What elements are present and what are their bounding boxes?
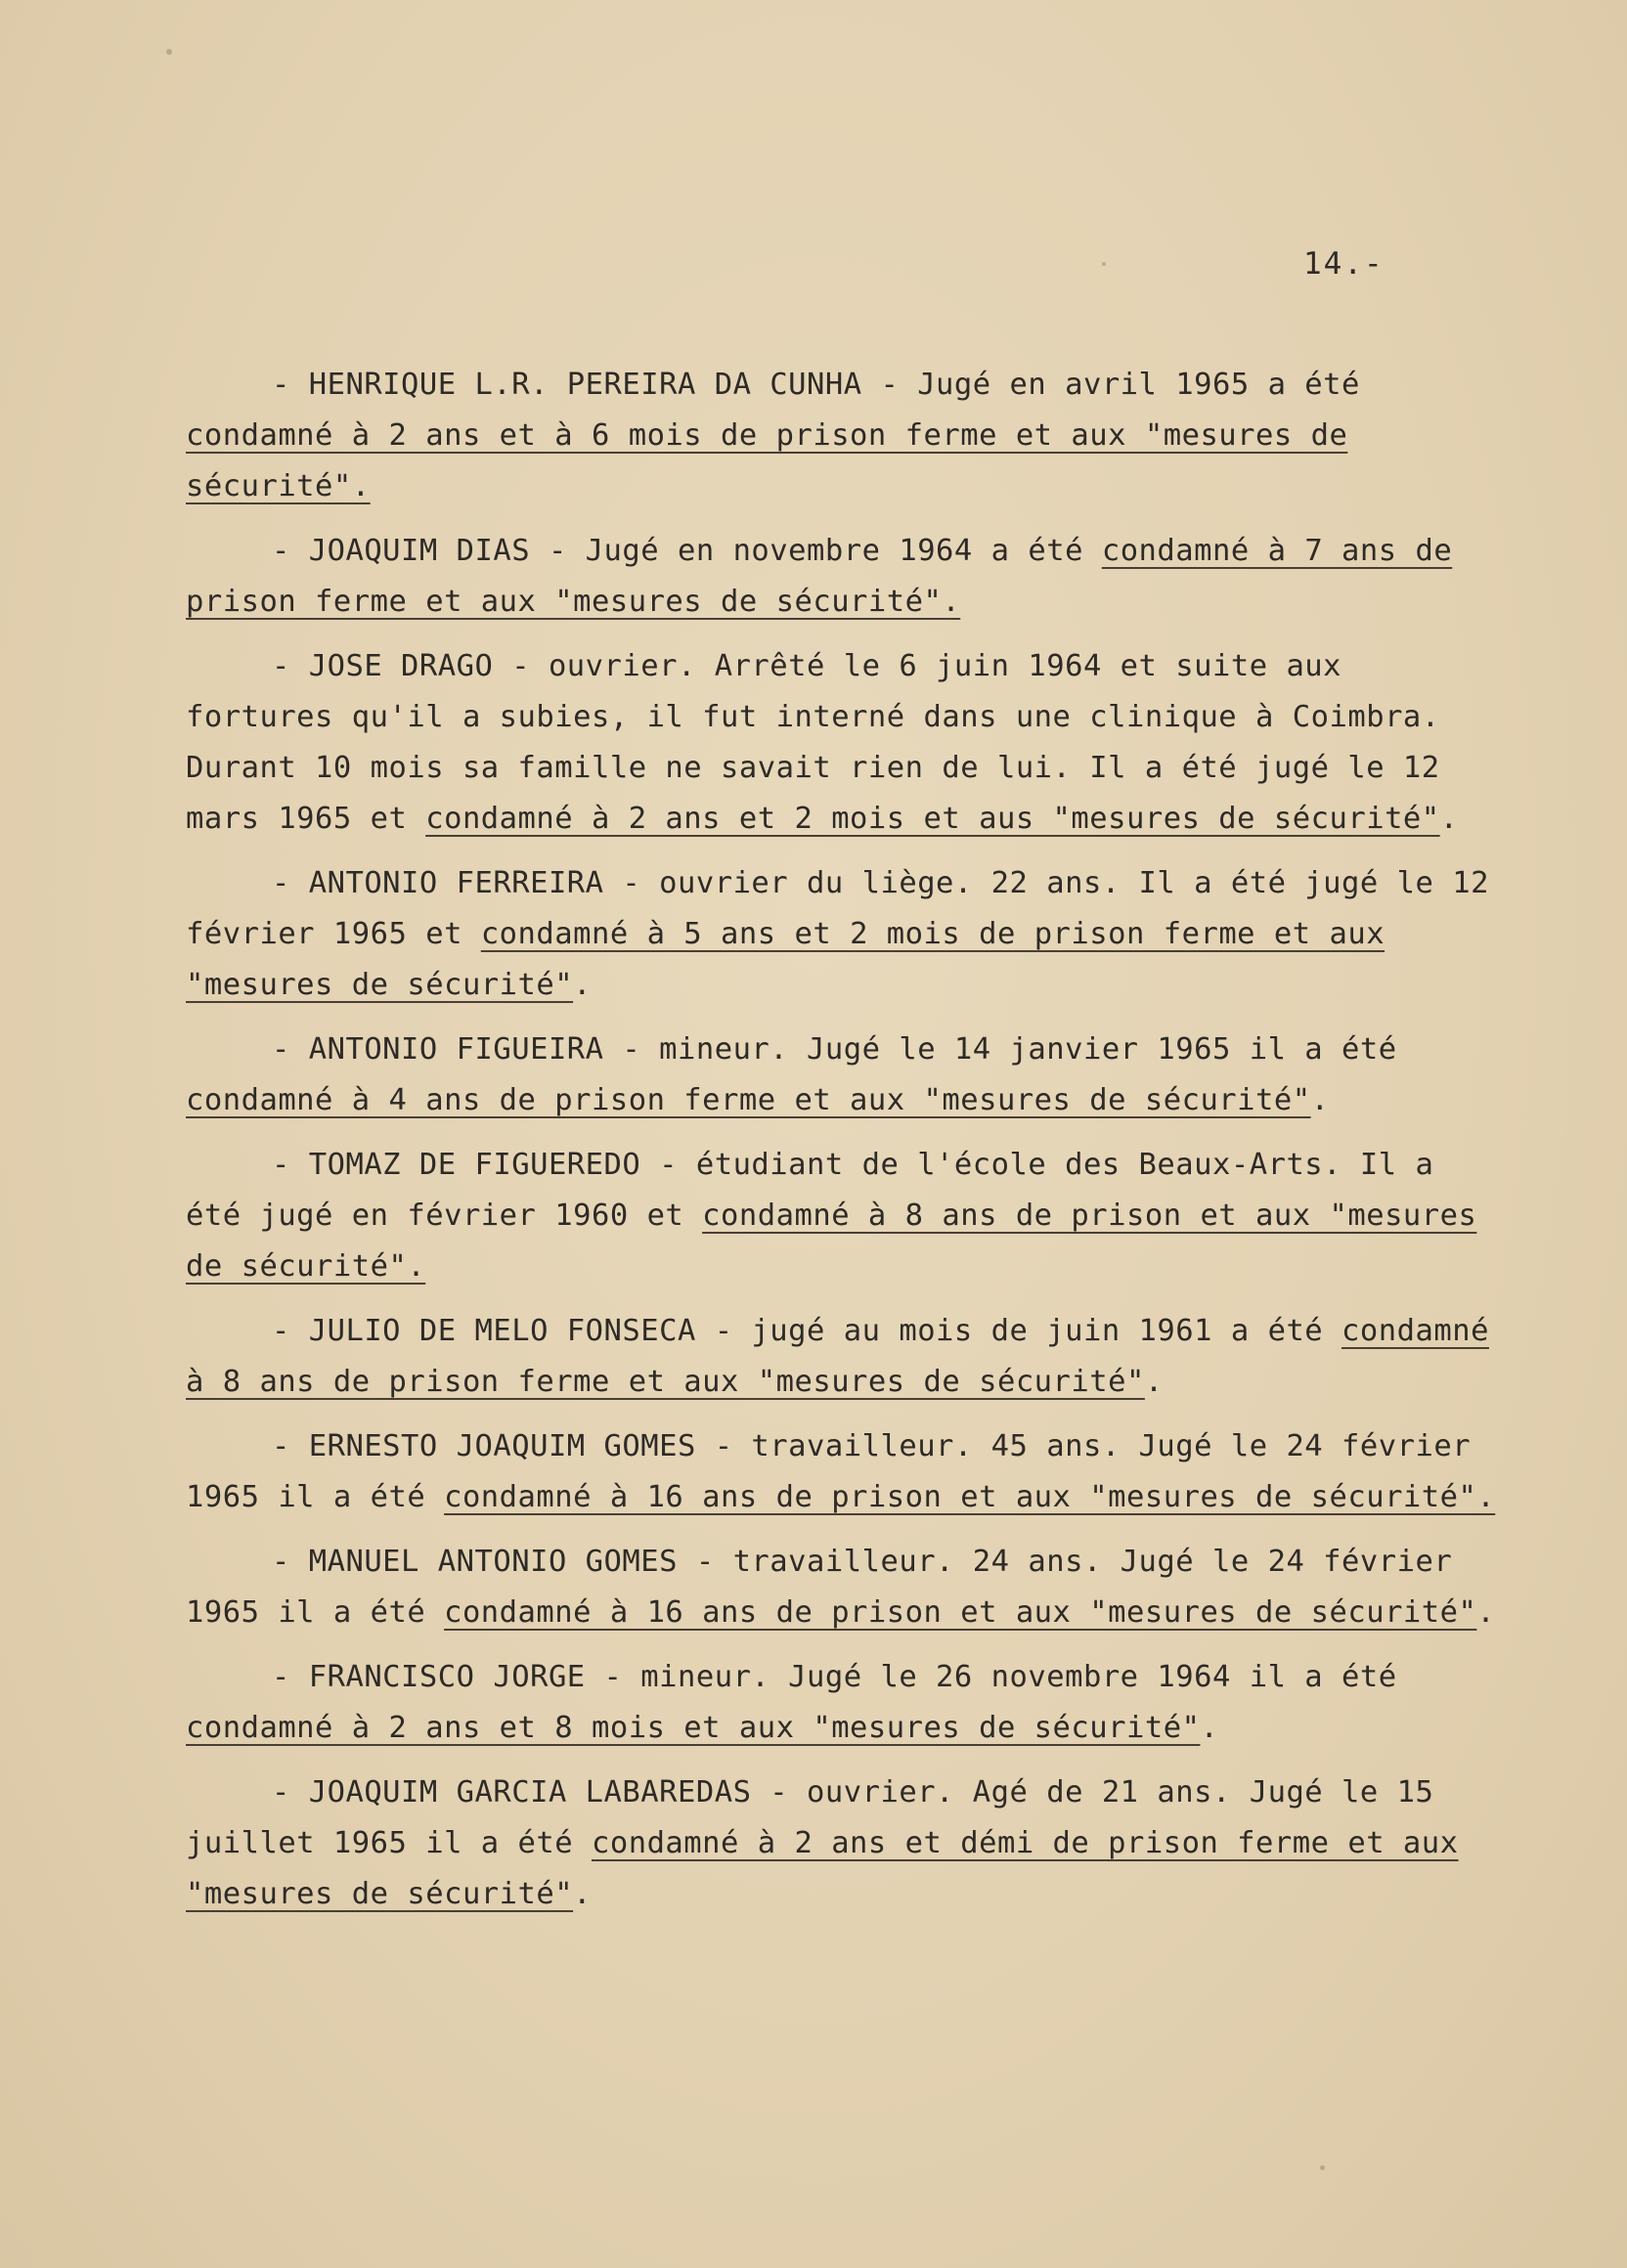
list-item — [186, 1025, 1496, 1126]
entry-sentence: condamné à 2 ans et 8 mois et aux "mesures de sécurité" — [186, 1711, 1201, 1745]
list-item — [186, 641, 1496, 845]
list-item — [186, 858, 1496, 1011]
paper-speck — [1320, 2165, 1325, 2170]
entry-sentence: condamné à 2 ans et 2 mois et aus "mesures de sécurité" — [425, 802, 1440, 836]
entry-sentence: condamné à 7 ans de prison ferme et aux "mesures de sécurité". — [186, 534, 1453, 619]
entry-tail: . — [1310, 1083, 1330, 1117]
entry-sentence: condamné à 4 ans de prison ferme et aux "mesures de sécurité" — [186, 1083, 1311, 1117]
entry-tail: . — [1200, 1711, 1219, 1745]
entry-sentence: condamné à 16 ans de prison et aux "mesures de sécurité". — [444, 1480, 1496, 1514]
list-item — [186, 1537, 1496, 1638]
entry-text: - ERNESTO JOAQUIM GOMES - travailleur. 45 ans. Jugé le 24 février 1965 il a été — [186, 1429, 1472, 1514]
entry-tail: . — [573, 1877, 592, 1911]
paper-speck — [1102, 262, 1106, 266]
entry-text: - MANUEL ANTONIO GOMES - travailleur. 24 ans. Jugé le 24 février 1965 il a été — [186, 1545, 1453, 1630]
entry-text: - FRANCISCO JORGE - mineur. Jugé le 26 novembre 1964 il a été — [272, 1660, 1397, 1694]
list-item — [186, 1306, 1496, 1408]
entry-text: - JULIO DE MELO FONSECA - jugé au mois de juin 1961 a été — [272, 1314, 1342, 1348]
entry-tail: . — [573, 968, 592, 1002]
prisoner-list — [186, 360, 1496, 1934]
page-number: 14.- — [1303, 246, 1385, 282]
list-item — [186, 1652, 1496, 1754]
paper-speck — [166, 49, 172, 55]
list-item — [186, 360, 1496, 512]
entry-text: - HENRIQUE L.R. PEREIRA DA CUNHA - Jugé en avril 1965 a été — [272, 368, 1360, 402]
entry-tail: . — [1144, 1365, 1164, 1399]
entry-sentence: condamné à 8 ans de prison ferme et aux "mesures de sécurité" — [186, 1314, 1489, 1399]
entry-text: - JOAQUIM GARCIA LABAREDAS - ouvrier. Agé de 21 ans. Jugé le 15 juillet 1965 il a été — [186, 1775, 1434, 1860]
entry-text: - TOMAZ DE FIGUEREDO - étudiant de l'école des Beaux-Arts. Il a été jugé en février 1960 et — [186, 1148, 1434, 1233]
entry-sentence: condamné à 16 ans de prison et aux "mesures de sécurité" — [444, 1595, 1477, 1630]
list-item — [186, 526, 1496, 628]
entry-sentence: condamné à 2 ans et démi de prison ferme et aux "mesures de sécurité" — [186, 1826, 1459, 1911]
entry-text: - ANTONIO FIGUEIRA - mineur. Jugé le 14 janvier 1965 il a été — [272, 1032, 1397, 1067]
list-item — [186, 1767, 1496, 1920]
entry-text: - ANTONIO FERREIRA - ouvrier du liège. 22 ans. Il a été jugé le 12 février 1965 et — [186, 866, 1489, 951]
entry-text: - JOSE DRAGO - ouvrier. Arrêté le 6 juin 1964 et suite aux fortures qu'il a subies, il fut interné dans une clinique à Coimbra. Durant 10 mois sa famille ne savait rien de lui. Il a été jugé le 12 mars 1965 et — [186, 649, 1440, 836]
list-item — [186, 1421, 1496, 1523]
list-item — [186, 1140, 1496, 1292]
entry-sentence: condamné à 8 ans de prison et aux "mesures de sécurité". — [186, 1199, 1477, 1284]
entry-tail: . — [1476, 1595, 1496, 1630]
entry-sentence: condamné à 5 ans et 2 mois de prison ferme et aux "mesures de sécurité" — [186, 917, 1385, 1002]
entry-tail: . — [1439, 802, 1459, 836]
entry-text: - JOAQUIM DIAS - Jugé en novembre 1964 a été — [272, 534, 1102, 568]
entry-sentence: condamné à 2 ans et à 6 mois de prison ferme et aux "mesures de sécurité". — [186, 418, 1348, 503]
